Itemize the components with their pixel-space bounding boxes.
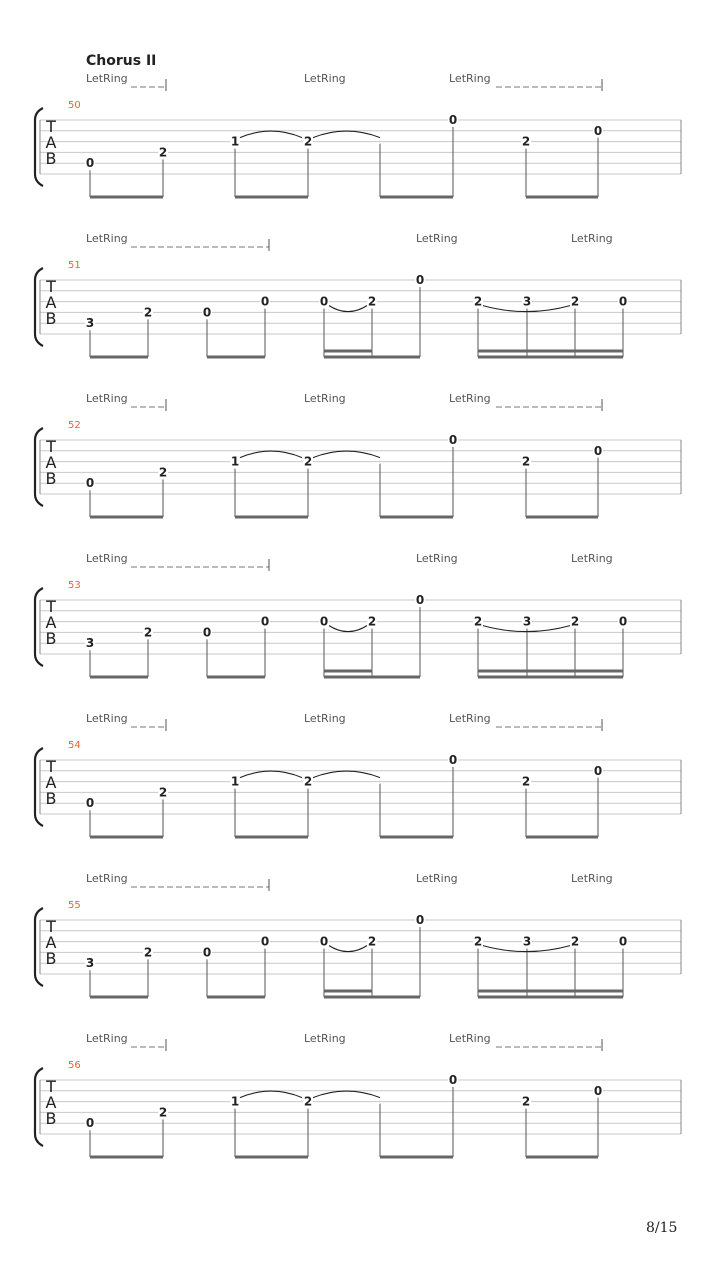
fret-number: 0 [202, 945, 212, 960]
fret-number: 0 [85, 476, 95, 491]
beam [478, 996, 623, 999]
tab-clef-letter: T [46, 437, 56, 456]
beam [235, 836, 308, 839]
beam-secondary [324, 670, 372, 673]
fret-number: 0 [593, 1083, 603, 1098]
fret-number: 2 [473, 614, 483, 629]
tie-arc [240, 771, 302, 778]
letring-label: LetRing [449, 392, 491, 405]
fret-number: 2 [521, 774, 531, 789]
fret-number: 0 [85, 1116, 95, 1131]
fret-number: 2 [303, 454, 313, 469]
fret-number: 2 [473, 934, 483, 949]
measure-number: 51 [68, 260, 81, 271]
fret-number: 1 [230, 454, 240, 469]
fret-number: 0 [448, 753, 458, 767]
fret-number: 2 [158, 465, 168, 480]
beam [380, 836, 453, 839]
fret-number: 3 [85, 956, 95, 971]
tie-arc [313, 131, 380, 138]
tab-clef-letter: B [45, 789, 57, 808]
fret-number: 2 [367, 294, 377, 309]
tab-clef-letter: B [45, 949, 57, 968]
fret-number: 2 [158, 785, 168, 800]
beam [380, 516, 453, 519]
tab-clef-letter: A [45, 1093, 57, 1112]
letring-label: LetRing [416, 872, 458, 885]
letring-label: LetRing [304, 1032, 346, 1045]
tab-clef-letter: B [45, 309, 57, 328]
fret-number: 2 [303, 1094, 313, 1109]
tab-clef-letter: B [45, 1109, 57, 1128]
letring-label: LetRing [416, 232, 458, 245]
fret-number: 2 [143, 945, 153, 960]
beam [90, 836, 163, 839]
fret-number: 2 [303, 774, 313, 789]
letring-label: LetRing [571, 232, 613, 245]
tab-clef-letter: T [46, 1077, 56, 1096]
measure-number: 55 [68, 900, 81, 911]
fret-number: 0 [260, 934, 270, 949]
beam [380, 1156, 453, 1159]
fret-number: 0 [415, 273, 425, 287]
letring-label: LetRing [86, 392, 128, 405]
letring-label: LetRing [86, 872, 128, 885]
beam [90, 996, 148, 999]
slur-arc [329, 626, 367, 632]
fret-number: 3 [522, 934, 532, 949]
fret-number: 0 [415, 593, 425, 607]
tab-clef-letter: T [46, 277, 56, 296]
tab-clef-letter: A [45, 933, 57, 952]
fret-number: 0 [593, 763, 603, 778]
letring-label: LetRing [86, 1032, 128, 1045]
beam-secondary [478, 670, 623, 673]
fret-number: 0 [448, 433, 458, 447]
tie-arc [240, 1091, 302, 1098]
page-number: 8/15 [646, 1220, 678, 1236]
letring-label: LetRing [86, 232, 128, 245]
tab-clef-letter: T [46, 757, 56, 776]
letring-label: LetRing [416, 552, 458, 565]
tab-clef-letter: A [45, 293, 57, 312]
beam [207, 996, 265, 999]
fret-number: 0 [319, 934, 329, 949]
fret-number: 0 [448, 113, 458, 127]
tab-clef-letter: A [45, 773, 57, 792]
fret-number: 1 [230, 134, 240, 149]
tab-clef-letter: T [46, 917, 56, 936]
letring-label: LetRing [449, 1032, 491, 1045]
beam [478, 676, 623, 679]
tie-arc [313, 771, 380, 778]
measure-number: 52 [68, 420, 81, 431]
fret-number: 2 [158, 145, 168, 160]
fret-number: 2 [143, 625, 153, 640]
fret-number: 0 [202, 625, 212, 640]
beam [90, 1156, 163, 1159]
beam-secondary [324, 990, 372, 993]
measure-number: 53 [68, 580, 81, 591]
fret-number: 0 [85, 156, 95, 171]
beam [235, 516, 308, 519]
slur-arc [329, 946, 367, 952]
tie-arc [313, 451, 380, 458]
beam [207, 356, 265, 359]
fret-number: 0 [260, 614, 270, 629]
letring-label: LetRing [304, 392, 346, 405]
beam [526, 196, 598, 199]
fret-number: 0 [618, 614, 628, 629]
letring-label: LetRing [86, 72, 128, 85]
beam [90, 676, 148, 679]
letring-label: LetRing [86, 552, 128, 565]
letring-label: LetRing [449, 72, 491, 85]
letring-label: LetRing [449, 712, 491, 725]
fret-number: 3 [522, 294, 532, 309]
measure-number: 56 [68, 1060, 81, 1071]
measure-number: 50 [68, 100, 81, 111]
fret-number: 2 [570, 294, 580, 309]
tab-clef-letter: A [45, 613, 57, 632]
fret-number: 0 [618, 294, 628, 309]
beam [324, 356, 420, 359]
beam-secondary [324, 350, 372, 353]
beam [90, 196, 163, 199]
beam [380, 196, 453, 199]
fret-number: 0 [260, 294, 270, 309]
beam [526, 836, 598, 839]
fret-number: 1 [230, 774, 240, 789]
tab-clef-letter: T [46, 117, 56, 136]
fret-number: 2 [521, 1094, 531, 1109]
fret-number: 2 [570, 614, 580, 629]
letring-label: LetRing [304, 712, 346, 725]
fret-number: 2 [367, 614, 377, 629]
beam [526, 516, 598, 519]
tie-arc [240, 131, 302, 138]
tab-clef-letter: B [45, 469, 57, 488]
beam [90, 356, 148, 359]
fret-number: 0 [85, 796, 95, 811]
beam [526, 1156, 598, 1159]
fret-number: 0 [202, 305, 212, 320]
section-title: Chorus II [86, 53, 157, 69]
tie-arc [240, 451, 302, 458]
fret-number: 2 [367, 934, 377, 949]
tie-arc [313, 1091, 380, 1098]
letring-label: LetRing [571, 872, 613, 885]
fret-number: 0 [593, 123, 603, 138]
fret-number: 2 [570, 934, 580, 949]
fret-number: 3 [85, 636, 95, 651]
letring-label: LetRing [304, 72, 346, 85]
fret-number: 2 [143, 305, 153, 320]
fret-number: 0 [415, 913, 425, 927]
fret-number: 3 [85, 316, 95, 331]
beam [235, 196, 308, 199]
tab-clef-letter: T [46, 597, 56, 616]
letring-label: LetRing [86, 712, 128, 725]
fret-number: 2 [473, 294, 483, 309]
measure-number: 54 [68, 740, 81, 751]
beam [324, 996, 420, 999]
fret-number: 2 [158, 1105, 168, 1120]
tab-clef-letter: B [45, 629, 57, 648]
beam-secondary [478, 990, 623, 993]
fret-number: 3 [522, 614, 532, 629]
fret-number: 0 [319, 294, 329, 309]
slur-arc [329, 306, 367, 312]
fret-number: 0 [593, 443, 603, 458]
tab-clef-letter: A [45, 133, 57, 152]
tab-clef-letter: B [45, 149, 57, 168]
beam [207, 676, 265, 679]
fret-number: 1 [230, 1094, 240, 1109]
fret-number: 2 [521, 454, 531, 469]
fret-number: 0 [618, 934, 628, 949]
letring-label: LetRing [571, 552, 613, 565]
fret-number: 0 [448, 1073, 458, 1087]
beam-secondary [478, 350, 623, 353]
fret-number: 2 [521, 134, 531, 149]
beam [324, 676, 420, 679]
fret-number: 0 [319, 614, 329, 629]
fret-number: 2 [303, 134, 313, 149]
tab-clef-letter: A [45, 453, 57, 472]
beam [478, 356, 623, 359]
beam [90, 516, 163, 519]
beam [235, 1156, 308, 1159]
